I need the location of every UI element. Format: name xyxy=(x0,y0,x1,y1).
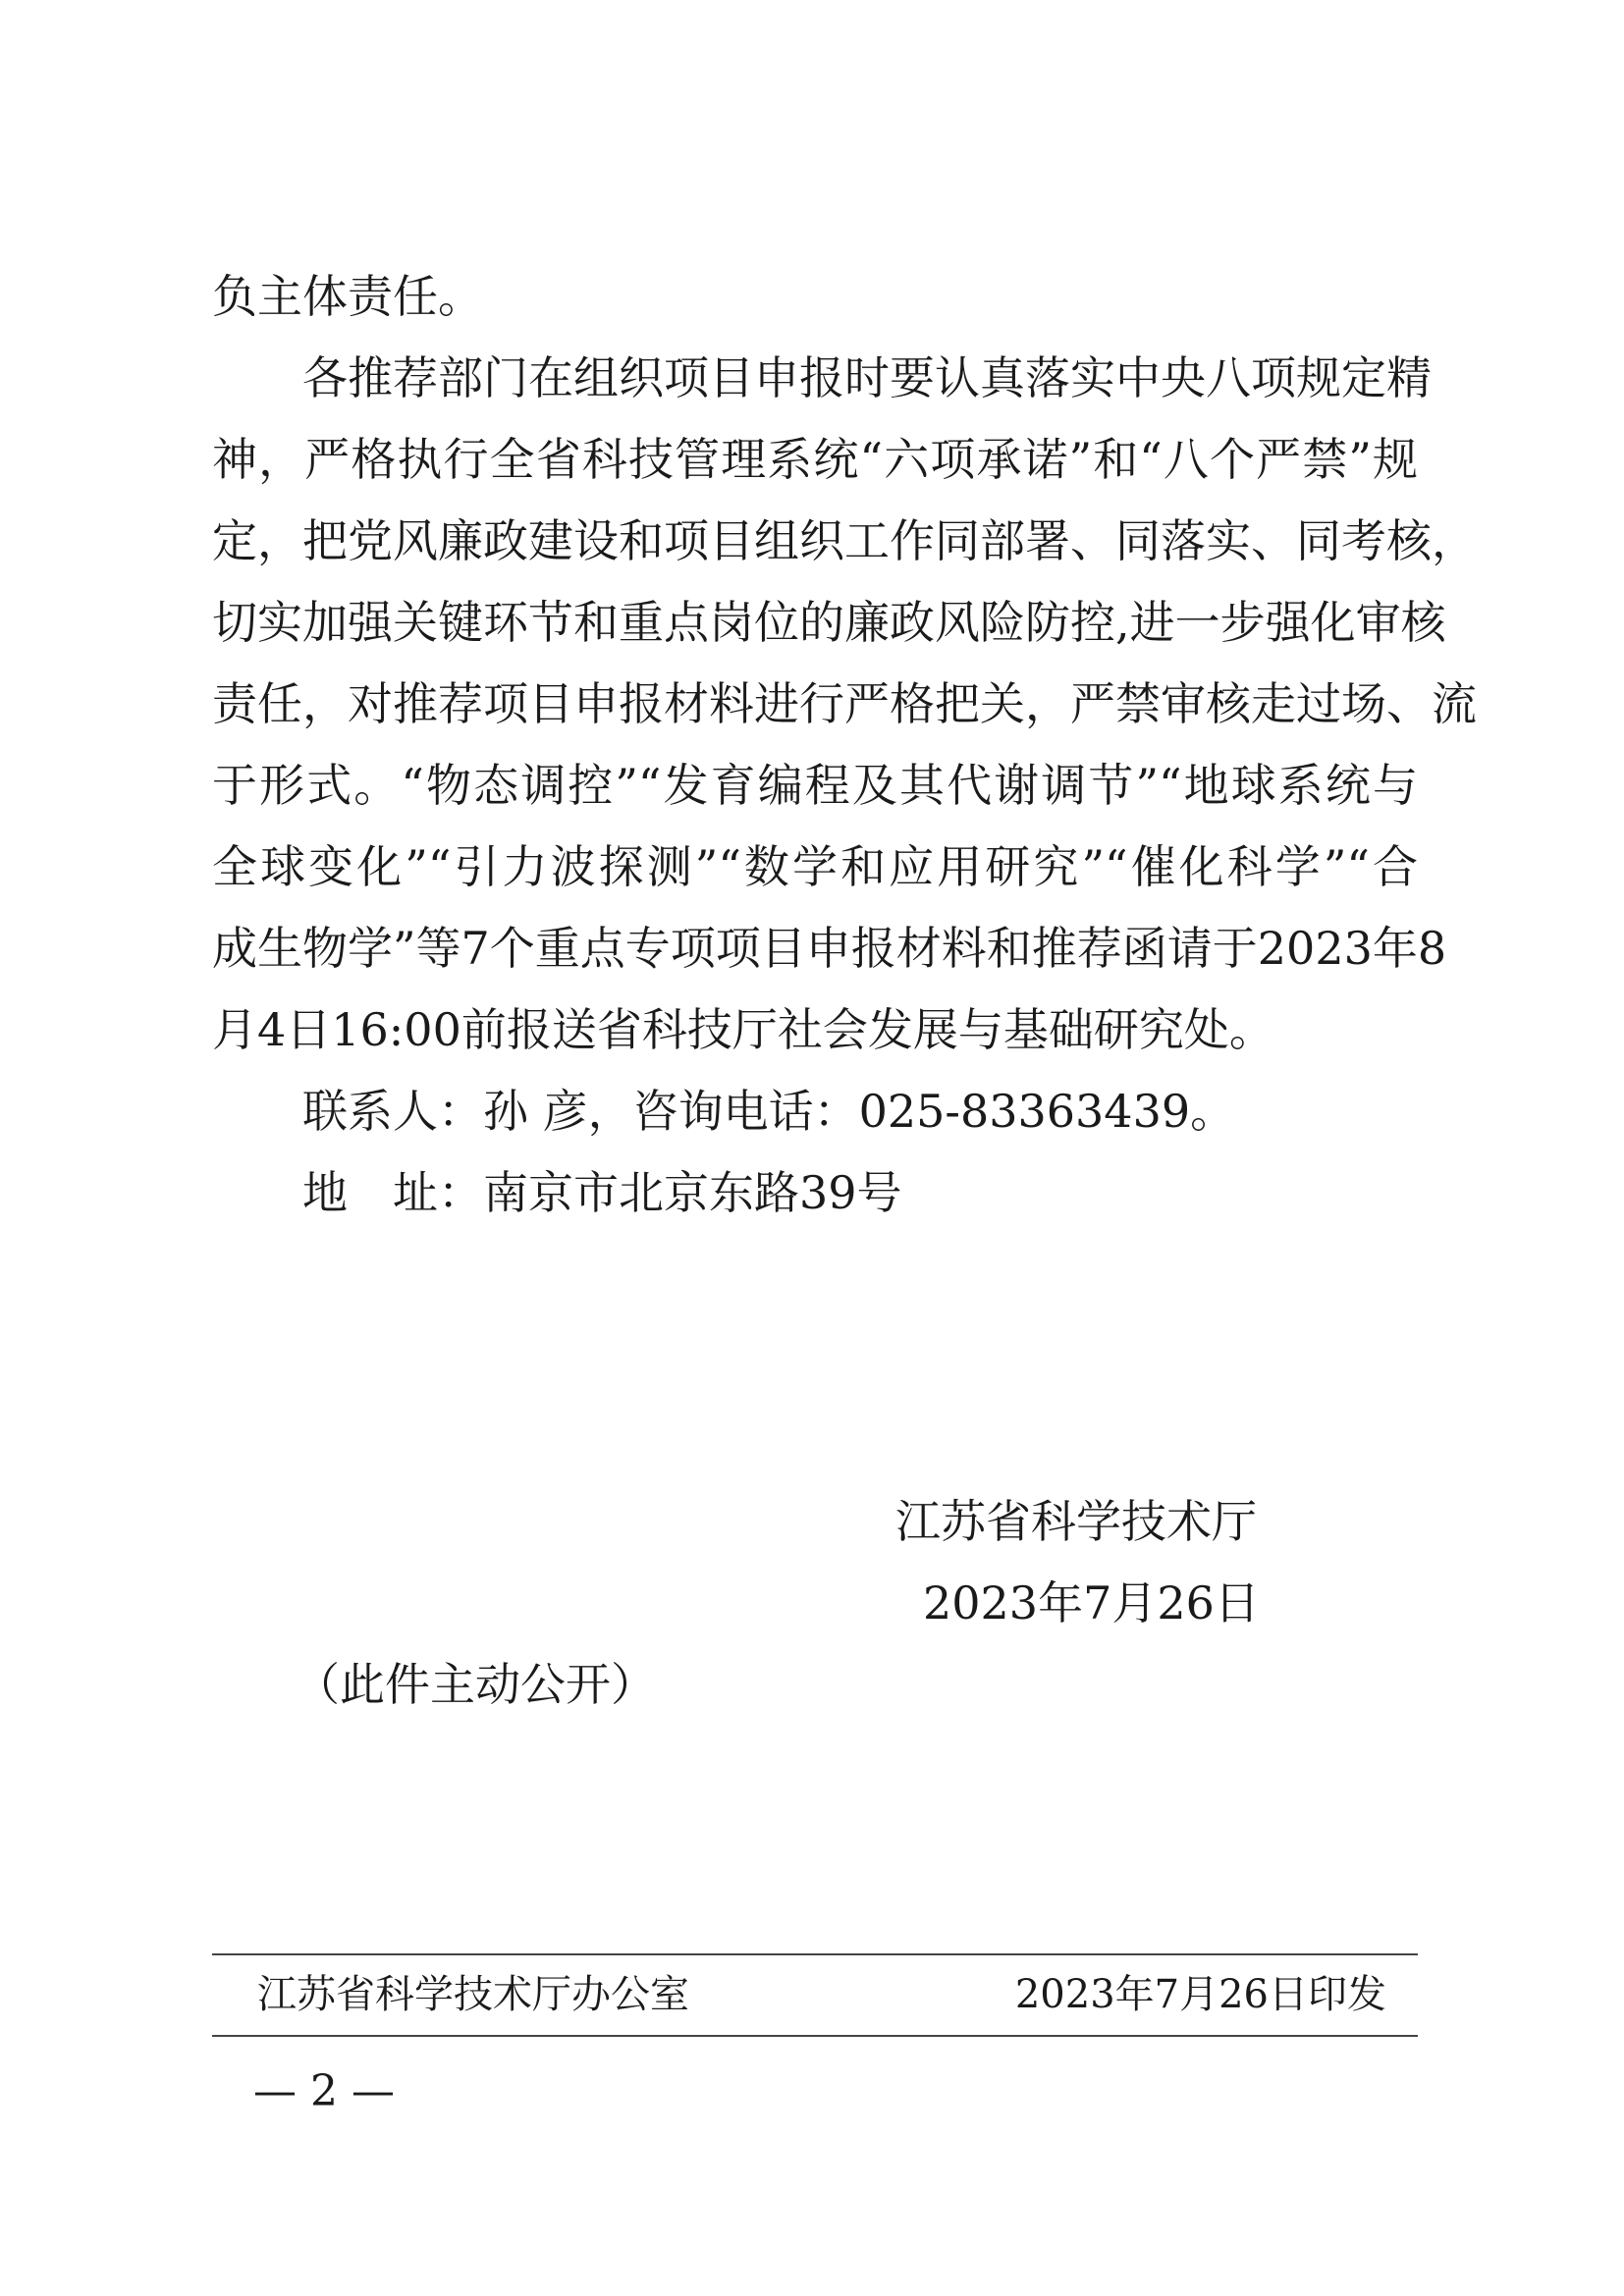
body-line-7: 于形式。“物态调控”“发育编程及其代谢调节”“地球系统与 xyxy=(212,759,1418,812)
footer-top-rule xyxy=(212,1953,1418,1955)
body-line-2: 各推荐部门在组织项目申报时要认真落实中央八项规定精 xyxy=(302,351,1432,404)
signature-date: 2023年7月26日 xyxy=(923,1576,1260,1629)
footer-bottom-rule xyxy=(212,2035,1418,2037)
body-line-5: 切实加强关键环节和重点岗位的廉政风险防控,进一步强化审核 xyxy=(212,596,1446,649)
signature-org: 江苏省科学技术厅 xyxy=(895,1495,1257,1548)
body-line-3: 神，严格执行全省科技管理系统“六项承诺”和“八个严禁”规 xyxy=(212,433,1418,486)
page-number: — 2 — xyxy=(253,2066,395,2116)
body-line-9: 成生物学”等7个重点专项项目申报材料和推荐函请于2023年8 xyxy=(212,922,1447,975)
disclosure-note: （此件主动公开） xyxy=(295,1658,656,1711)
body-line-1: 负主体责任。 xyxy=(212,270,483,323)
body-line-4: 定，把党风廉政建设和项目组织工作同部署、同落实、同考核， xyxy=(212,514,1477,567)
body-line-6: 责任，对推荐项目申报材料进行严格把关，严禁审核走过场、流 xyxy=(212,677,1477,730)
contact-address: 地 址：南京市北京东路39号 xyxy=(302,1166,902,1219)
footer-issue-date: 2023年7月26日印发 xyxy=(1014,1972,1386,2017)
body-line-8: 全球变化”“引力波探测”“数学和应用研究”“催化科学”“合 xyxy=(212,840,1418,893)
body-line-10: 月4日16:00前报送省科技厅社会发展与基础研究处。 xyxy=(212,1003,1274,1056)
contact-person: 联系人：孙 彦，咨询电话：025-83363439。 xyxy=(302,1085,1236,1138)
footer-issuer: 江苏省科学技术厅办公室 xyxy=(257,1972,689,2017)
